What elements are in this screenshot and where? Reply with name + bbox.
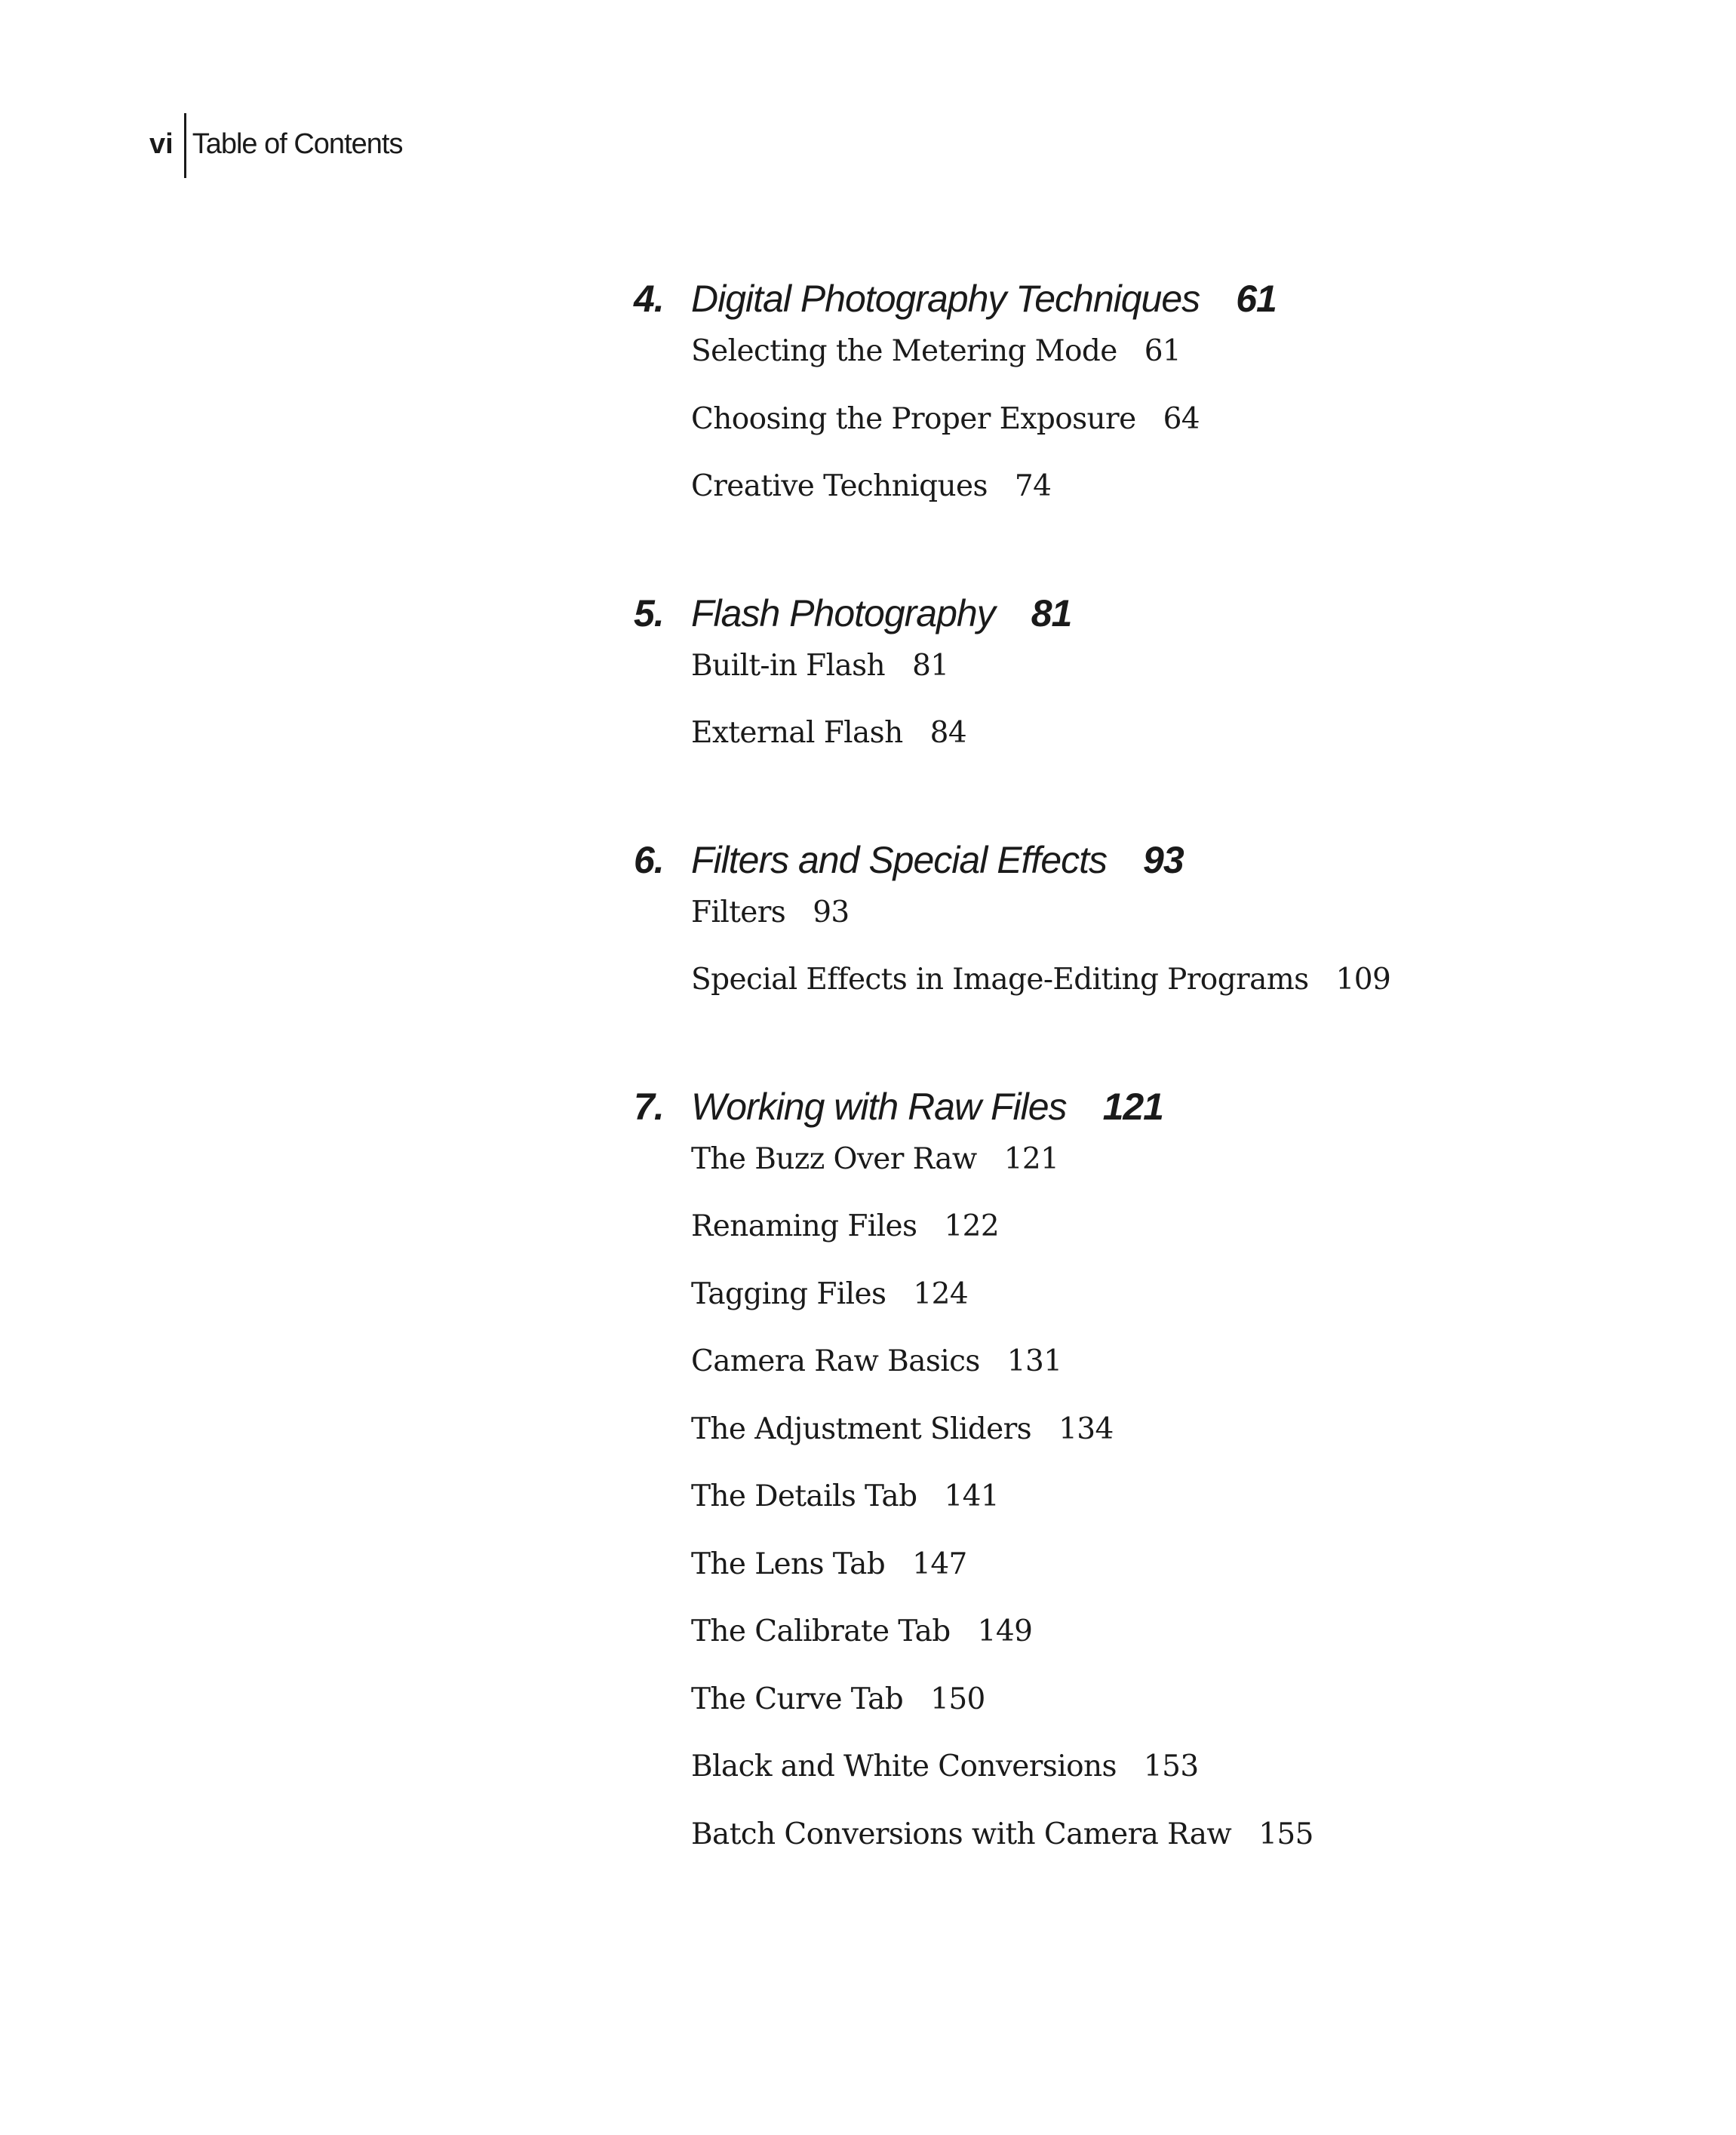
entry-title: The Curve Tab xyxy=(691,1682,904,1716)
running-head xyxy=(149,113,402,178)
section-list xyxy=(691,1141,1615,1885)
table-of-contents xyxy=(634,276,1615,1938)
entry-title: The Details Tab xyxy=(691,1479,917,1513)
entry-page: 141 xyxy=(944,1479,1000,1513)
entry-page: 81 xyxy=(912,648,949,683)
entry-title: Choosing the Proper Exposure xyxy=(691,401,1136,436)
entry-page: 121 xyxy=(1003,1141,1059,1176)
entry-title: Camera Raw Basics xyxy=(691,1344,980,1378)
toc-entry[interactable] xyxy=(691,962,1615,1030)
entry-title: Renaming Files xyxy=(691,1209,917,1243)
chapter-heading[interactable] xyxy=(634,591,1615,636)
entry-page: 153 xyxy=(1143,1749,1199,1783)
chapter-title: Digital Photography Techniques xyxy=(691,278,1200,320)
running-head-title: Table of Contents xyxy=(192,128,403,160)
section-list xyxy=(691,333,1615,536)
entry-title: The Buzz Over Raw xyxy=(691,1141,977,1176)
toc-entry[interactable] xyxy=(691,1614,1615,1682)
entry-title: Built-in Flash xyxy=(691,648,886,683)
toc-entry[interactable] xyxy=(691,1141,1615,1209)
chapter-title: Working with Raw Files xyxy=(691,1085,1067,1128)
entry-title: Special Effects in Image-Editing Programs xyxy=(691,963,1309,997)
entry-title: Tagging Files xyxy=(691,1276,886,1311)
entry-page: 109 xyxy=(1335,963,1391,997)
entry-page: 147 xyxy=(912,1547,967,1581)
chapter-title: Flash Photography xyxy=(691,591,995,634)
entry-page: 74 xyxy=(1014,469,1052,503)
entry-title: The Lens Tab xyxy=(691,1547,886,1581)
toc-entry[interactable] xyxy=(691,1276,1615,1344)
toc-entry[interactable] xyxy=(691,1817,1615,1885)
chapter-page: 93 xyxy=(1143,838,1184,881)
chapter-number: 4. xyxy=(634,278,664,320)
chapter-heading[interactable] xyxy=(634,1084,1615,1129)
entry-title: Creative Techniques xyxy=(691,469,988,503)
entry-title: The Calibrate Tab xyxy=(691,1614,951,1648)
entry-page: 64 xyxy=(1163,401,1200,436)
entry-title: Black and White Conversions xyxy=(691,1749,1117,1783)
entry-page: 155 xyxy=(1258,1817,1314,1851)
entry-page: 122 xyxy=(944,1209,1000,1243)
toc-entry[interactable] xyxy=(691,1749,1615,1817)
toc-entry[interactable] xyxy=(691,1547,1615,1614)
section-list xyxy=(691,895,1615,1030)
chapter-page: 81 xyxy=(1031,591,1072,634)
toc-entry[interactable] xyxy=(691,1412,1615,1479)
entry-title: Batch Conversions with Camera Raw xyxy=(691,1817,1232,1851)
entry-title: The Adjustment Sliders xyxy=(691,1412,1032,1446)
chapter-title: Filters and Special Effects xyxy=(691,838,1108,881)
chapter-number: 7. xyxy=(634,1085,664,1128)
chapter-4 xyxy=(634,276,1615,536)
chapter-page: 61 xyxy=(1236,278,1277,320)
toc-entry[interactable] xyxy=(691,895,1615,963)
section-list xyxy=(691,648,1615,783)
entry-page: 150 xyxy=(930,1682,985,1716)
toc-entry[interactable] xyxy=(691,648,1615,716)
toc-entry[interactable] xyxy=(691,1479,1615,1547)
entry-page: 93 xyxy=(813,895,850,929)
toc-entry[interactable] xyxy=(691,1682,1615,1749)
chapter-6 xyxy=(634,837,1615,1030)
entry-page: 149 xyxy=(977,1614,1033,1648)
toc-entry[interactable] xyxy=(691,1209,1615,1276)
chapter-heading[interactable] xyxy=(634,276,1615,321)
toc-entry[interactable] xyxy=(691,715,1615,783)
chapter-number: 5. xyxy=(634,591,664,634)
chapter-7 xyxy=(634,1084,1615,1885)
entry-page: 124 xyxy=(913,1276,969,1311)
entry-page: 131 xyxy=(1006,1344,1062,1378)
chapter-5 xyxy=(634,591,1615,783)
toc-entry[interactable] xyxy=(691,1344,1615,1412)
toc-entry[interactable] xyxy=(691,401,1615,469)
entry-title: External Flash xyxy=(691,716,903,750)
entry-page: 84 xyxy=(929,716,967,750)
entry-title: Selecting the Metering Mode xyxy=(691,334,1117,368)
toc-entry[interactable] xyxy=(691,468,1615,536)
entry-title: Filters xyxy=(691,895,786,929)
entry-page: 61 xyxy=(1144,334,1181,368)
toc-entry[interactable] xyxy=(691,333,1615,401)
chapter-page: 121 xyxy=(1102,1085,1163,1128)
chapter-number: 6. xyxy=(634,838,664,881)
chapter-heading[interactable] xyxy=(634,837,1615,883)
entry-page: 134 xyxy=(1058,1412,1114,1446)
page-number: vi xyxy=(149,128,174,160)
